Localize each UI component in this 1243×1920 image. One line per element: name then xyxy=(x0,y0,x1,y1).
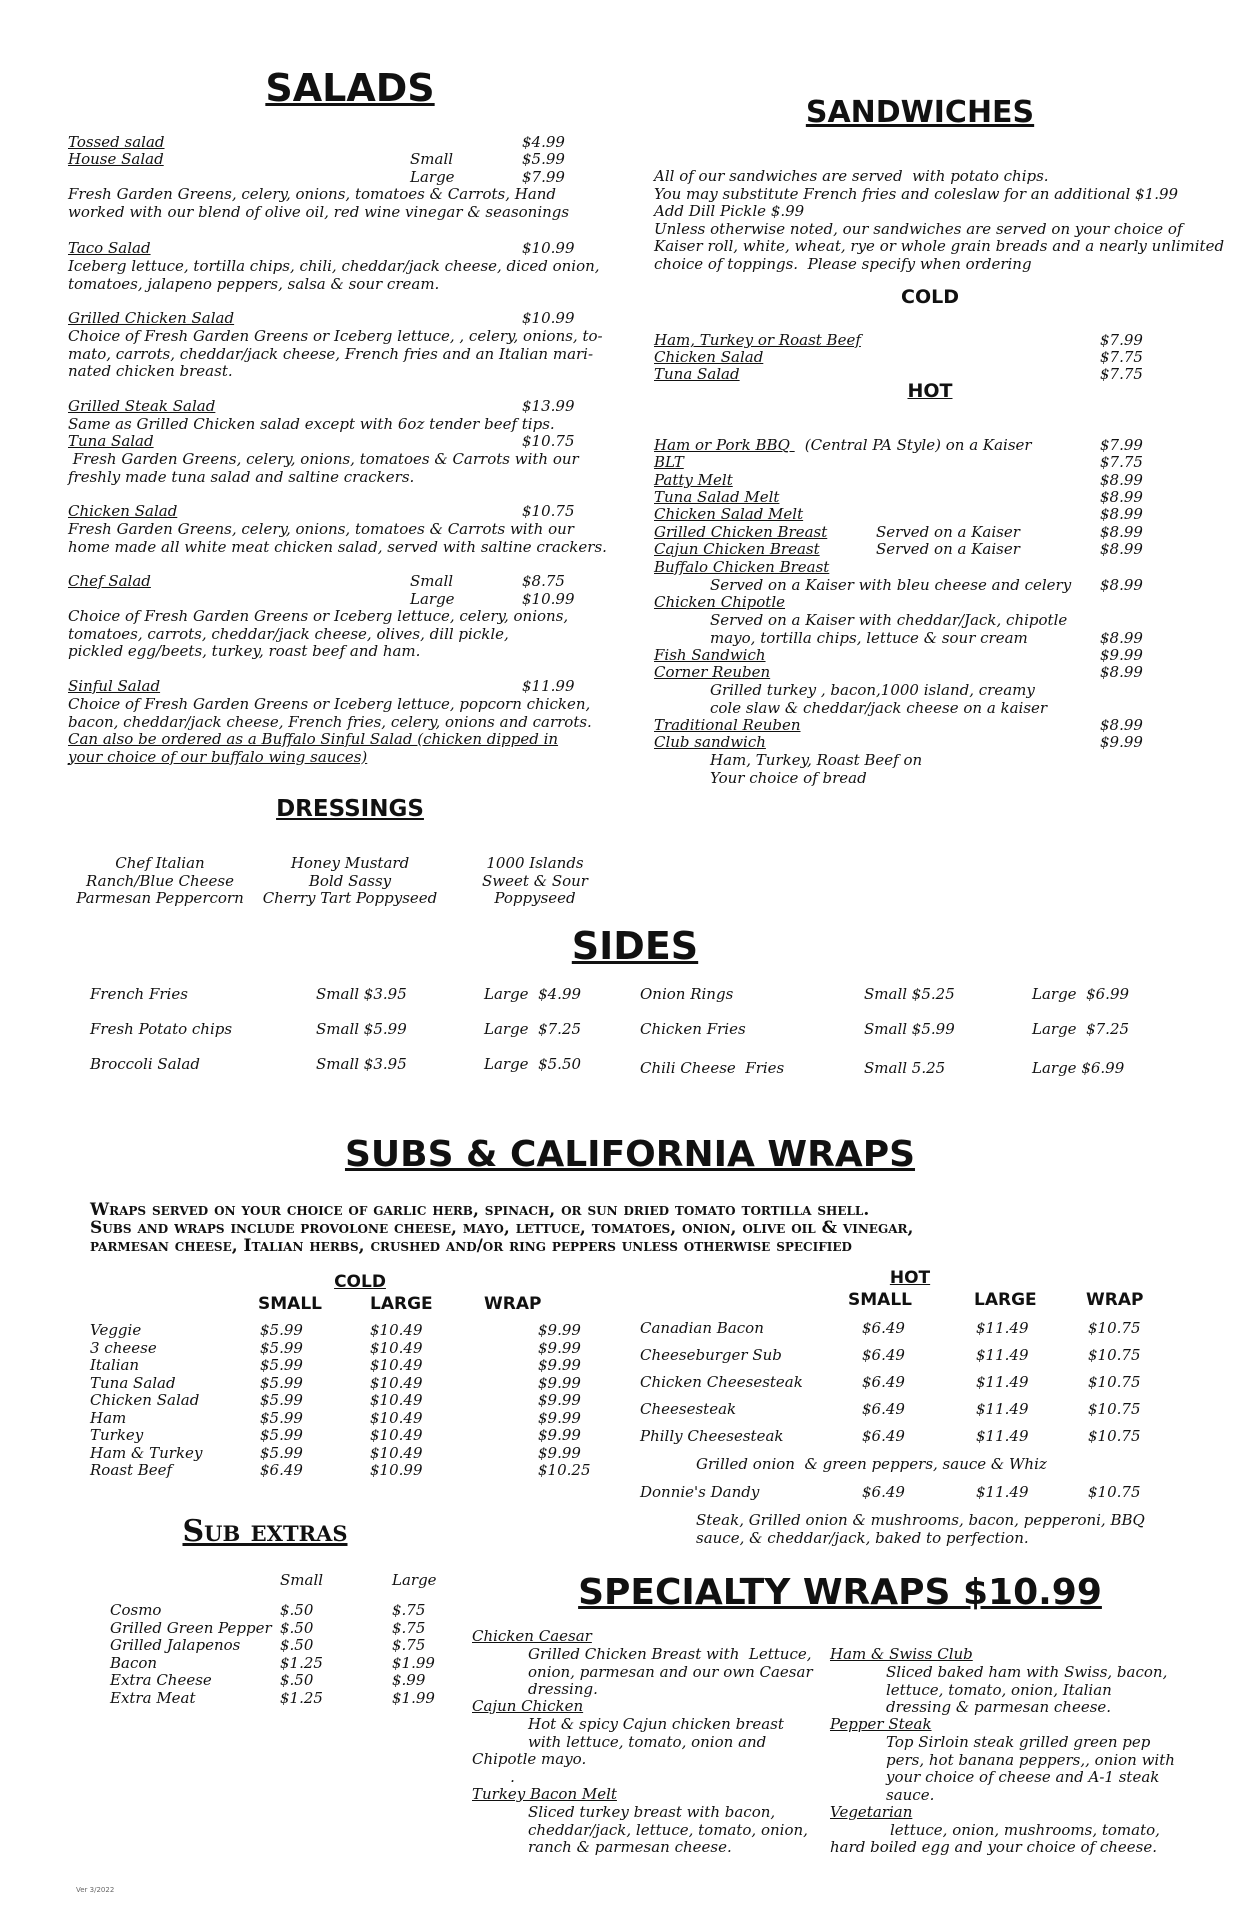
salad-note: Can also be ordered as a Buffalo Sinful Salad (chicken dipped in your choice of our buffalo wing sauces) xyxy=(68,730,559,766)
specialty-desc: lettuce, onion, mushrooms, tomato, xyxy=(890,1821,1160,1839)
sandwich-name: Buffalo Chicken Breast xyxy=(654,558,830,576)
salad-desc: Fresh Garden Greens, celery, onions, tomatoes & Carrots with our home made all white meat chicken salad, served with saltine crackers. xyxy=(68,520,607,556)
hot-sub-wrap: $10.75 xyxy=(1088,1483,1141,1501)
column-wrap: WRAP xyxy=(484,1294,542,1314)
specialty-name: Cajun Chicken xyxy=(472,1697,584,1715)
salad-size: Small xyxy=(410,572,454,590)
sandwich-name: Corner Reuben xyxy=(654,663,771,681)
side-large: Large $6.99 xyxy=(1032,1059,1125,1077)
specialty-desc: Sliced turkey breast with bacon, cheddar/jack, lettuce, tomato, onion, ranch & parmesan cheese. xyxy=(528,1803,808,1856)
sandwich-price: $9.99 xyxy=(1100,646,1143,664)
cold-sub-names: Veggie 3 cheese Italian Tuna Salad Chicken Salad Ham Turkey Ham & Turkey Roast Beef xyxy=(90,1321,203,1479)
hot-sub-small: $6.49 xyxy=(862,1346,905,1364)
sandwich-name: Ham or Pork BBQ xyxy=(654,436,795,454)
salad-desc: Choice of Fresh Garden Greens or Iceberg lettuce, celery, onions, tomatoes, carrots, cheddar/jack cheese, olives, dill pickle, pickled egg/beets, turkey, roast beef and ham. xyxy=(68,607,569,660)
salad-price: $4.99 xyxy=(522,133,565,151)
hot-sub-wrap: $10.75 xyxy=(1088,1400,1141,1418)
salad-size: Large xyxy=(410,168,455,186)
specialty-name: Vegetarian xyxy=(830,1803,913,1821)
salad-name: House Salad xyxy=(68,150,164,168)
hot-sub-note: Grilled onion & green peppers, sauce & Whiz xyxy=(696,1455,1047,1473)
sandwiches-title: SANDWICHES xyxy=(805,95,1035,130)
side-large: Large $7.25 xyxy=(484,1020,582,1038)
sandwich-name: Chicken Salad Melt xyxy=(654,505,804,523)
dressings-column: Honey Mustard Bold Sassy Cherry Tart Poppyseed xyxy=(262,854,438,907)
dressings-column: Chef Italian Ranch/Blue Cheese Parmesan Peppercorn xyxy=(76,854,244,907)
hot-sub-wrap: $10.75 xyxy=(1088,1319,1141,1337)
salad-name: Chicken Salad xyxy=(68,502,178,520)
extras-large-prices: $.75 $.75 $.75 $1.99 $.99 $1.99 xyxy=(392,1601,435,1707)
hot-sub-name: Canadian Bacon xyxy=(640,1319,764,1337)
sandwich-price: $7.75 xyxy=(1100,365,1143,383)
salad-price: $7.99 xyxy=(522,168,565,186)
sandwich-name: Traditional Reuben xyxy=(654,716,801,734)
salad-desc: Choice of Fresh Garden Greens or Iceberg lettuce, , celery, onions, to- mato, carrots, cheddar/jack cheese, French fries and an Italian mari- nated chicken breast. xyxy=(68,327,603,380)
specialty-name: Pepper Steak xyxy=(830,1715,932,1733)
salad-name: Sinful Salad xyxy=(68,677,161,695)
specialty-desc: Hot & spicy Cajun chicken breast with lettuce, tomato, onion and xyxy=(528,1715,784,1751)
specialty-name: Ham & Swiss Club xyxy=(830,1645,973,1663)
sandwich-extra: Served on a Kaiser xyxy=(876,523,1020,541)
specialty-desc: Top Sirloin steak grilled green pep pers, hot banana peppers,, onion with your choice of cheese and A-1 steak sauce. xyxy=(886,1733,1175,1804)
side-small: Small $3.95 xyxy=(316,985,407,1003)
salad-desc: Choice of Fresh Garden Greens or Iceberg lettuce, popcorn chicken, bacon, cheddar/jack cheese, French fries, celery, onions and carrots. xyxy=(68,695,592,731)
specialty-desc: Grilled Chicken Breast with Lettuce, onion, parmesan and our own Caesar dressing. xyxy=(528,1645,813,1698)
subs-intro: Wraps served on your choice of garlic herb, spinach, or sun dried tomato tortilla shell. Subs and wraps include provolone cheese, mayo, lettuce, tomatoes, onion, olive oil & vinegar, parmesan cheese, Italian herbs, crushed and/or ring peppers unless otherwise specified xyxy=(90,1200,914,1256)
hot-sub-name: Chicken Cheesesteak xyxy=(640,1373,803,1391)
hot-sub-name: Donnie's Dandy xyxy=(640,1483,760,1501)
sandwich-price: $8.99 xyxy=(1100,540,1143,558)
sandwich-price: $8.99 xyxy=(1100,505,1143,523)
extras-small-prices: $.50 $.50 $.50 $1.25 $.50 $1.25 xyxy=(280,1601,323,1707)
sandwich-price: $7.99 xyxy=(1100,331,1143,349)
hot-sub-name: Cheesesteak xyxy=(640,1400,737,1418)
side-large: Large $6.99 xyxy=(1032,985,1130,1003)
sandwich-price: $7.75 xyxy=(1100,348,1143,366)
salad-name: Chef Salad xyxy=(68,572,151,590)
extras-names: Cosmo Grilled Green Pepper Grilled Jalapenos Bacon Extra Cheese Extra Meat xyxy=(110,1601,272,1707)
sandwich-price: $8.99 xyxy=(1100,576,1143,594)
sandwich-extra: Served on a Kaiser xyxy=(876,540,1020,558)
salad-desc: Fresh Garden Greens, celery, onions, tomatoes & Carrots, Hand worked with our blend of olive oil, red wine vinegar & seasonings xyxy=(68,185,570,221)
sandwich-price: $8.99 xyxy=(1100,523,1143,541)
dressings-column: 1000 Islands Sweet & Sour Poppyseed xyxy=(482,854,588,907)
side-name: Chicken Fries xyxy=(640,1020,746,1038)
sandwich-price: $8.99 xyxy=(1100,488,1143,506)
column-small: SMALL xyxy=(848,1290,912,1310)
side-name: Chili Cheese Fries xyxy=(640,1059,785,1077)
sides-title: SIDES xyxy=(571,924,699,968)
specialty-desc: hard boiled egg and your choice of cheese. xyxy=(830,1838,1157,1856)
hot-sub-large: $11.49 xyxy=(976,1400,1029,1418)
sandwich-name: BLT xyxy=(654,453,684,471)
salad-size: Small xyxy=(410,150,454,168)
salad-price: $10.99 xyxy=(522,309,575,327)
sandwich-price: $8.99 xyxy=(1100,471,1143,489)
cold-sub-small-prices: $5.99 $5.99 $5.99 $5.99 $5.99 $5.99 $5.99 $5.99 $6.49 xyxy=(260,1321,303,1479)
hot-sub-small: $6.49 xyxy=(862,1373,905,1391)
version-label: Ver 3/2022 xyxy=(76,1886,115,1894)
side-large: Large $7.25 xyxy=(1032,1020,1130,1038)
sandwich-name: Tuna Salad xyxy=(654,365,740,383)
side-name: Broccoli Salad xyxy=(90,1055,200,1073)
dressings-title: DRESSINGS xyxy=(276,796,424,822)
salad-price: $10.75 xyxy=(522,502,575,520)
sandwich-name: Patty Melt xyxy=(654,471,733,489)
sandwich-price: $8.99 xyxy=(1100,716,1143,734)
salad-price: $10.75 xyxy=(522,432,575,450)
sandwich-price: $9.99 xyxy=(1100,733,1143,751)
sandwich-price: $7.99 xyxy=(1100,436,1143,454)
salads-title: SALADS xyxy=(265,66,435,110)
column-wrap: WRAP xyxy=(1086,1290,1144,1310)
hot-sub-large: $11.49 xyxy=(976,1427,1029,1445)
specialty-desc: Chipotle mayo. . xyxy=(472,1750,587,1786)
sandwich-name: Chicken Salad xyxy=(654,348,764,366)
sandwich-name: Ham, Turkey or Roast Beef xyxy=(654,331,861,349)
side-small: Small $5.25 xyxy=(864,985,955,1003)
salad-name: Grilled Steak Salad xyxy=(68,397,216,415)
specialty-name: Chicken Caesar xyxy=(472,1627,592,1645)
salad-name: Tossed salad xyxy=(68,133,165,151)
sandwich-extra: (Central PA Style) on a Kaiser xyxy=(800,436,1032,454)
sandwich-desc: Served on a Kaiser with bleu cheese and celery xyxy=(710,576,1072,594)
hot-sub-name: Philly Cheesesteak xyxy=(640,1427,784,1445)
salad-price: $8.75 xyxy=(522,572,565,590)
sandwich-name: Tuna Salad Melt xyxy=(654,488,780,506)
salad-name: Taco Salad xyxy=(68,239,151,257)
subs-cold-title: COLD xyxy=(334,1272,386,1292)
subs-title: SUBS & CALIFORNIA WRAPS xyxy=(344,1134,916,1175)
column-small: SMALL xyxy=(258,1294,322,1314)
hot-sub-large: $11.49 xyxy=(976,1319,1029,1337)
side-small: Small $5.99 xyxy=(316,1020,407,1038)
extras-column-large: Large xyxy=(392,1571,437,1589)
hot-sub-small: $6.49 xyxy=(862,1483,905,1501)
salad-size: Large xyxy=(410,590,455,608)
column-large: LARGE xyxy=(370,1294,433,1314)
salad-price: $11.99 xyxy=(522,677,575,695)
salad-desc: Fresh Garden Greens, celery, onions, tomatoes & Carrots with our freshly made tuna salad and saltine crackers. xyxy=(68,450,579,486)
salad-name: Tuna Salad xyxy=(68,432,154,450)
sandwich-price: $8.99 xyxy=(1100,629,1143,647)
cold-sub-wrap-prices: $9.99 $9.99 $9.99 $9.99 $9.99 $9.99 $9.99 $9.99 $10.25 xyxy=(538,1321,591,1479)
specialty-name: Turkey Bacon Melt xyxy=(472,1785,617,1803)
hot-sub-wrap: $10.75 xyxy=(1088,1373,1141,1391)
hot-sub-large: $11.49 xyxy=(976,1373,1029,1391)
salad-price: $10.99 xyxy=(522,590,575,608)
specialty-title: SPECIALTY WRAPS $10.99 xyxy=(578,1572,1102,1613)
sandwich-desc: Ham, Turkey, Roast Beef on Your choice of bread xyxy=(710,751,923,787)
side-large: Large $5.50 xyxy=(484,1055,582,1073)
sandwiches-intro: All of our sandwiches are served with potato chips. You may substitute French fries and coleslaw for an additional $1.99 Add Dill Pickle $.99 Unless otherwise noted, our sandwiches are served on your choice of Kaiser roll, white, wheat, rye or whole grain breads and a nearly unlimited choice of toppings. Please specify when ordering xyxy=(654,167,1225,273)
hot-sub-small: $6.49 xyxy=(862,1400,905,1418)
side-large: Large $4.99 xyxy=(484,985,582,1003)
side-name: French Fries xyxy=(90,985,188,1003)
sandwich-name: Fish Sandwich xyxy=(654,646,766,664)
salad-price: $5.99 xyxy=(522,150,565,168)
side-name: Onion Rings xyxy=(640,985,734,1003)
sandwich-name: Cajun Chicken Breast xyxy=(654,540,820,558)
sandwiches-cold-title: COLD xyxy=(901,286,959,308)
extras-title: Sub extras xyxy=(182,1514,348,1549)
sandwiches-hot-title: HOT xyxy=(907,380,953,402)
side-name: Fresh Potato chips xyxy=(90,1020,233,1038)
sandwich-name: Grilled Chicken Breast xyxy=(654,523,828,541)
side-small: Small 5.25 xyxy=(864,1059,946,1077)
sandwich-desc: Served on a Kaiser with cheddar/Jack, chipotle mayo, tortilla chips, lettuce & sour cream xyxy=(710,611,1068,647)
hot-sub-wrap: $10.75 xyxy=(1088,1427,1141,1445)
hot-sub-large: $11.49 xyxy=(976,1346,1029,1364)
hot-sub-name: Cheeseburger Sub xyxy=(640,1346,782,1364)
salad-desc: Same as Grilled Chicken salad except with 6oz tender beef tips. xyxy=(68,415,555,433)
salad-price: $13.99 xyxy=(522,397,575,415)
hot-sub-note: Steak, Grilled onion & mushrooms, bacon, pepperoni, BBQ sauce, & cheddar/jack, baked to perfection. xyxy=(696,1511,1145,1547)
side-small: Small $5.99 xyxy=(864,1020,955,1038)
extras-column-small: Small xyxy=(280,1571,324,1589)
hot-sub-wrap: $10.75 xyxy=(1088,1346,1141,1364)
specialty-desc: Sliced baked ham with Swiss, bacon, lettuce, tomato, onion, Italian dressing & parmesan cheese. xyxy=(886,1663,1168,1716)
hot-sub-small: $6.49 xyxy=(862,1319,905,1337)
side-small: Small $3.95 xyxy=(316,1055,407,1073)
sandwich-name: Chicken Chipotle xyxy=(654,593,786,611)
column-large: LARGE xyxy=(974,1290,1037,1310)
hot-sub-small: $6.49 xyxy=(862,1427,905,1445)
sandwich-price: $7.75 xyxy=(1100,453,1143,471)
hot-sub-large: $11.49 xyxy=(976,1483,1029,1501)
salad-name: Grilled Chicken Salad xyxy=(68,309,235,327)
cold-sub-large-prices: $10.49 $10.49 $10.49 $10.49 $10.49 $10.49 $10.49 $10.49 $10.99 xyxy=(370,1321,423,1479)
sandwich-desc: Grilled turkey , bacon,1000 island, creamy cole slaw & cheddar/jack cheese on a kaiser xyxy=(710,681,1048,717)
sandwich-price: $8.99 xyxy=(1100,663,1143,681)
subs-hot-title: HOT xyxy=(889,1268,931,1288)
salad-price: $10.99 xyxy=(522,239,575,257)
sandwich-name: Club sandwich xyxy=(654,733,766,751)
salad-desc: Iceberg lettuce, tortilla chips, chili, cheddar/jack cheese, diced onion, tomatoes, jalapeno peppers, salsa & sour cream. xyxy=(68,257,600,293)
